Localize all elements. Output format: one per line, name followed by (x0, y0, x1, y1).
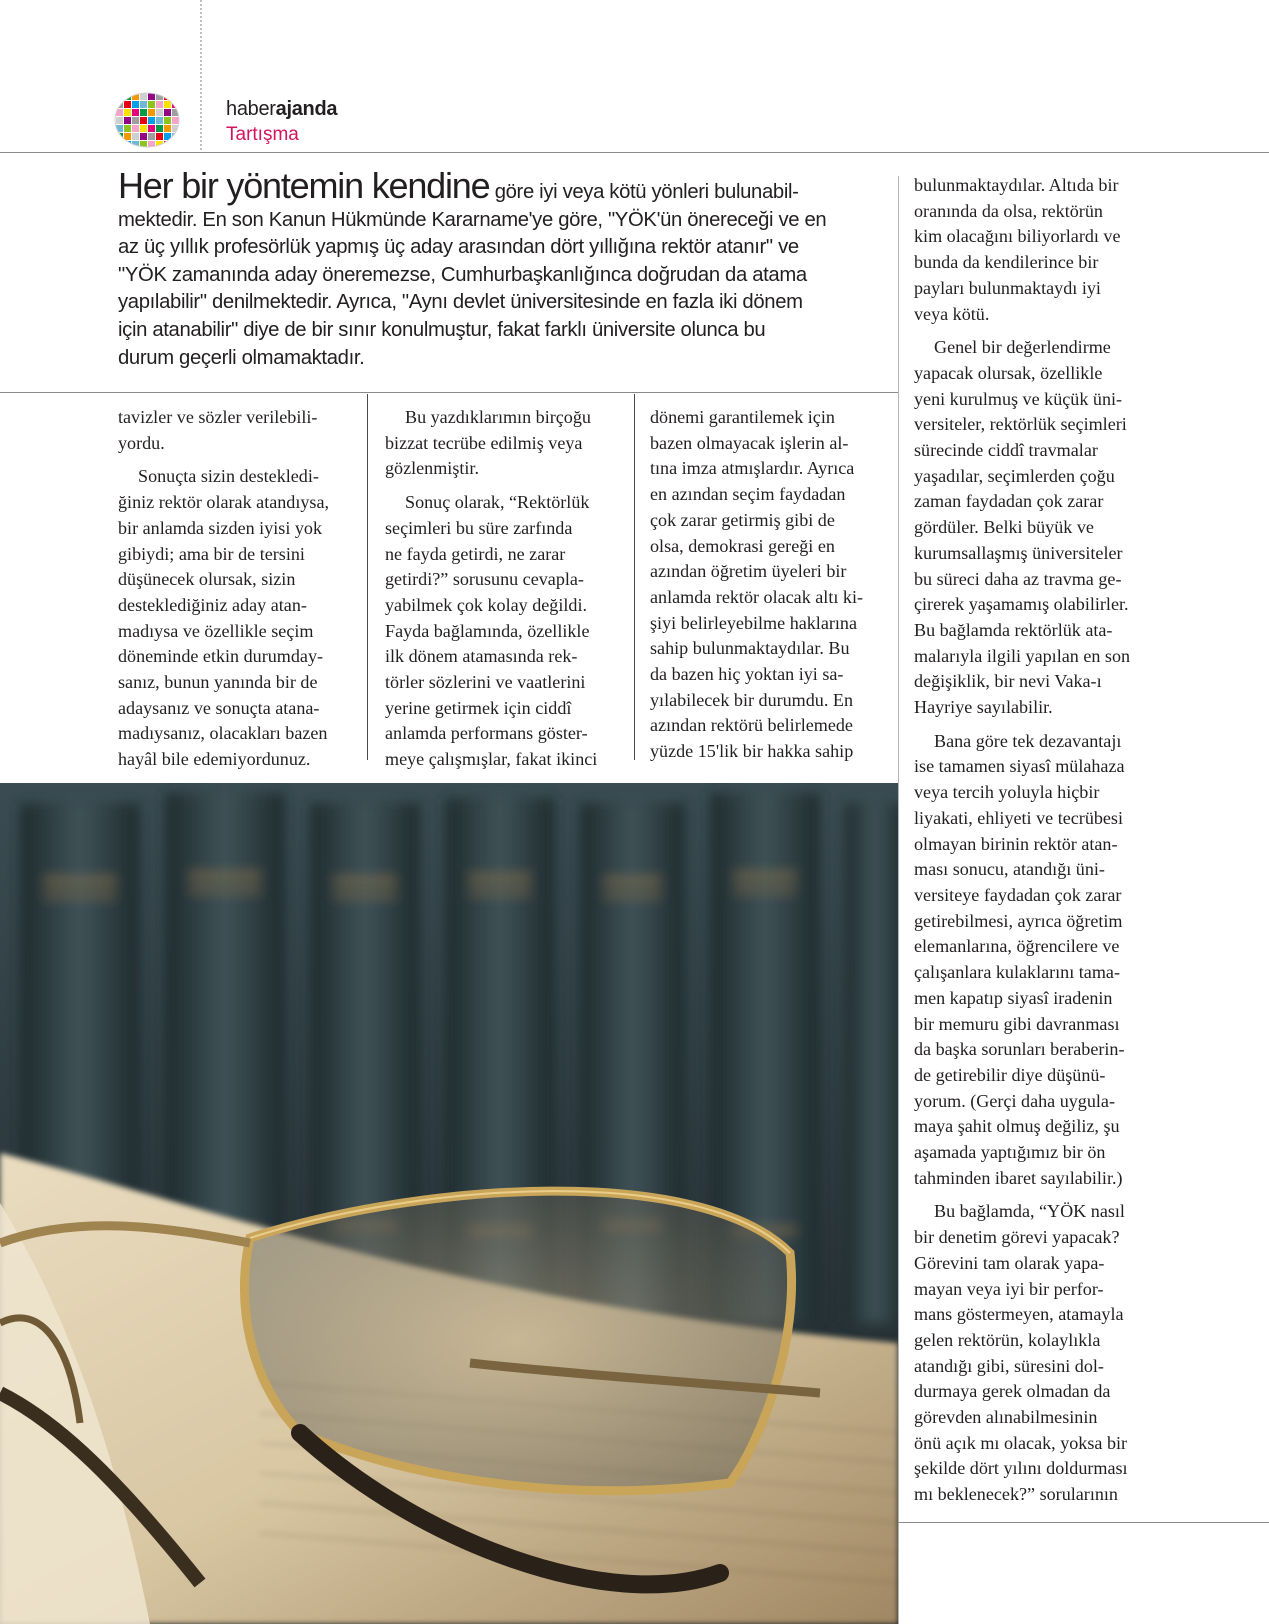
text-line: görevden alınabilmesinin (914, 1407, 1098, 1428)
lead-line: az üç yıllık profesörlük yapmış üç aday arasından dört yıllığına rektör atanır" ve (118, 236, 799, 259)
text-line: elemanlarına, öğrencilere ve (914, 936, 1120, 957)
text-line: yabilmek çok kolay değildi. (385, 594, 587, 615)
text-line: Bu bağlamda, “YÖK nasıl (934, 1201, 1125, 1222)
text-line: ise tamamen siyasî mülahaza (914, 756, 1125, 777)
text-line: kim olacağını biliyorlardı ve (914, 226, 1121, 247)
text-line: aşamada yaptığımız bir ön (914, 1142, 1106, 1163)
text-line: meye çalışmışlar, fakat ikinci (385, 749, 598, 770)
text-line: Sonuç olarak, “Rektörlük (405, 492, 590, 513)
logo-tile (148, 117, 155, 124)
logo-tile (132, 109, 139, 116)
logo-tile (148, 109, 155, 116)
text-line: bir memuru gibi davranması (914, 1013, 1120, 1034)
text-line: gördüler. Belki büyük ve (914, 517, 1094, 538)
text-line: yapacak olursak, özellikle (914, 362, 1103, 383)
lead-line: mektedir. En son Kanun Hükmünde Kararname'ye göre, "YÖK'ün önereceği ve en (118, 208, 827, 231)
text-line: sürecinde ciddî travmalar (914, 440, 1098, 461)
text-line: getirebilmesi, ayrıca öğretim (914, 910, 1123, 931)
paragraph (914, 173, 1154, 327)
text-line: yüzde 15'lik bir hakka sahip (650, 741, 854, 762)
text-line: anlamda rektör olacak altı ki- (650, 586, 864, 607)
text-line: maya şahit olmuş değiliz, şu (914, 1116, 1120, 1137)
text-line: bir denetim görevi yapacak? (914, 1227, 1120, 1248)
text-line: ğiniz rektör olarak atandıysa, (118, 492, 330, 513)
logo-tile (156, 125, 163, 132)
lead-line: için atanabilir" diye de bir sınır konulmuştur, fakat farklı üniversite olunca bu (118, 318, 766, 341)
logo-tile (172, 93, 179, 100)
text-line: zaman faydadan çok zarar (914, 491, 1104, 512)
logo-tile (148, 133, 155, 140)
text-line: olmayan birinin rektör atan- (914, 833, 1118, 854)
dotted-guide-line (200, 0, 202, 150)
text-line: madıysa ve özellikle seçim (118, 620, 314, 641)
lead-paragraph (118, 165, 888, 372)
text-line: getirdi?” sorusunu cevapla- (385, 569, 584, 590)
brand-name (226, 98, 337, 120)
text-line: ne fayda getirdi, ne zarar (385, 543, 566, 564)
text-line: kurumsallaşmış üniversiteler (914, 542, 1123, 563)
text-line: en azından seçim faydadan (650, 484, 846, 505)
text-line: da bazen hiç yoktan iyi sa- (650, 664, 844, 685)
logo-tile (116, 117, 123, 124)
logo-tile (132, 125, 139, 132)
text-line: bir anlamda sizden iyisi yok (118, 517, 323, 538)
text-line: atandığı gibi, süresini dol- (914, 1355, 1104, 1376)
text-line: veya tercih yoluyla hiçbir (914, 782, 1100, 803)
text-line: desteklediğiniz aday atan- (118, 594, 307, 615)
text-line: sanız, bunun yanında bir de (118, 672, 318, 693)
text-line: düşünecek olursak, sizin (118, 569, 296, 590)
text-line: tavizler ve sözler verilebili- (118, 407, 318, 427)
logo-tile (148, 125, 155, 132)
paragraph (118, 464, 353, 772)
text-line: Fayda bağlamında, özellikle (385, 620, 590, 641)
text-column-4 (914, 173, 1154, 1508)
text-line: bazen olmayacak işlerin al- (650, 432, 849, 453)
logo-tile (140, 117, 147, 124)
text-line: yaşadılar, seçimlerden çoğu (914, 465, 1115, 486)
paragraph (650, 405, 885, 765)
logo-tile (124, 117, 131, 124)
logo-tile (140, 109, 147, 116)
text-line: yordu. (118, 432, 165, 453)
paragraph (914, 1199, 1154, 1507)
logo-tile (124, 101, 131, 108)
text-line: versiteye faydadan çok zarar (914, 884, 1122, 905)
logo-tile (140, 101, 147, 108)
paragraph (914, 335, 1154, 721)
text-line: yorum. (Gerçi daha uygula- (914, 1090, 1115, 1111)
text-line: malarıyla ilgili yapılan en son (914, 645, 1131, 666)
text-line: yeni kurulmuş ve küçük üni- (914, 388, 1123, 409)
logo-tile (164, 125, 171, 132)
text-line: değişiklik, bir nevi Vaka-ı (914, 671, 1102, 692)
text-line: azından rektörü belirlemede (650, 715, 853, 736)
logo-tile (132, 117, 139, 124)
text-line: payları bulunmaktaydı iyi (914, 277, 1101, 298)
text-line: tına imza atmışlardır. Ayrıca (650, 458, 855, 479)
text-line: Bana göre tek dezavantajı (934, 730, 1122, 751)
brand-light: haber (226, 98, 276, 120)
text-line: da başka sorunları beraberin- (914, 1039, 1125, 1060)
logo-tile (140, 133, 147, 140)
header-divider (0, 152, 1269, 153)
text-line: liyakati, ehliyeti ve tecrübesi (914, 807, 1124, 828)
right-bottom-divider (898, 1522, 1269, 1523)
text-line: Görevini tam olarak yapa- (914, 1252, 1105, 1273)
logo-tile (124, 141, 131, 148)
paragraph (385, 405, 620, 482)
lead-divider (0, 392, 898, 393)
logo-tile (156, 101, 163, 108)
text-line: ilk dönem atamasında rek- (385, 646, 578, 667)
text-line: versiteler, rektörlük seçimleri (914, 414, 1127, 435)
text-line: törler sözlerini ve vaatlerini (385, 672, 586, 693)
text-line: bu süreci daha az travma ge- (914, 568, 1122, 589)
text-line: gelen rektörün, kolaylıkla (914, 1329, 1101, 1350)
logo-tile (164, 109, 171, 116)
text-line: olsa, demokrasi gereği en (650, 535, 835, 556)
right-column-divider (898, 176, 899, 1624)
globe-logo-icon (114, 92, 180, 148)
text-line: oranında da olsa, rektörün (914, 200, 1103, 221)
text-line: durmaya gerek olmadan da (914, 1381, 1111, 1402)
logo-tile (148, 101, 155, 108)
text-line: Sonuçta sizin destekledi- (138, 466, 319, 487)
text-line: madıysanız, olacakları bazen (118, 723, 328, 744)
logo-tile (156, 133, 163, 140)
logo-tile (132, 101, 139, 108)
lead-line: yapılabilir" denilmektedir. Ayrıca, "Aynı devlet üniversitesinde en fazla iki dönem (118, 291, 803, 314)
text-line: döneminde etkin durumday- (118, 646, 324, 667)
lead-line: "YÖK zamanında aday öneremezse, Cumhurbaşkanlığınca doğrudan da atama (118, 263, 807, 286)
text-line: çok zarar getirmiş gibi de (650, 509, 835, 530)
logo-tile (116, 93, 123, 100)
text-line: dönemi garantilemek için (650, 407, 835, 427)
column-divider-1 (367, 394, 368, 760)
logo-tile (172, 133, 179, 140)
logo-tile (156, 117, 163, 124)
text-line: Hayriye sayılabilir. (914, 697, 1053, 718)
text-line: tahminden ibaret sayılabilir.) (914, 1167, 1123, 1188)
paragraph (914, 729, 1154, 1192)
paragraph (385, 490, 620, 773)
text-line: sahip bulunmaktaydılar. Bu (650, 638, 850, 659)
text-line: çirerek yaşamamış olabilirler. (914, 594, 1129, 615)
paragraph (118, 405, 353, 456)
text-line: mans göstermeyen, atamayla (914, 1304, 1124, 1325)
logo-tile (140, 93, 147, 100)
logo-tile (140, 125, 147, 132)
text-line: önü açık mı olacak, yoksa bir (914, 1432, 1128, 1453)
text-line: yerine getirmek için ciddî (385, 697, 572, 718)
text-line: Genel bir değerlendirme (934, 337, 1111, 358)
logo-tile (124, 109, 131, 116)
lead-big-words: Her bir yöntemin kendine (118, 165, 490, 206)
section-label: Tartışma (226, 124, 299, 145)
logo-tile (164, 117, 171, 124)
text-line: hayâl bile edemiyordunuz. (118, 749, 311, 770)
text-line: azından öğretim üyeleri bir (650, 561, 847, 582)
lead-first-line: göre iyi veya kötü yönleri bulunabil- (494, 181, 799, 203)
logo-tile (132, 133, 139, 140)
text-line: veya kötü. (914, 303, 990, 324)
logo-tile (124, 133, 131, 140)
text-line: ması sonucu, atandığı üni- (914, 859, 1105, 880)
logo-tile (172, 117, 179, 124)
text-column-2 (385, 405, 620, 773)
logo-tile (172, 141, 179, 148)
lead-lines (118, 207, 888, 373)
text-line: yılabilecek bir durumdu. En (650, 689, 853, 710)
column-divider-2 (634, 394, 635, 760)
brand-bold: ajanda (275, 98, 338, 120)
text-line: gözlenmiştir. (385, 458, 479, 479)
logo-tile (164, 101, 171, 108)
text-line: adaysanız ve sonuçta atana- (118, 697, 320, 718)
logo-tile (116, 141, 123, 148)
text-line: de getirebilir diye düşünü- (914, 1064, 1106, 1085)
logo-tile (116, 101, 123, 108)
text-column-3 (650, 405, 885, 765)
text-line: anlamda performans göster- (385, 723, 588, 744)
glasses-bookshelf-photo (0, 783, 898, 1624)
logo-tile (124, 125, 131, 132)
text-line: bizzat tecrübe edilmiş veya (385, 432, 583, 453)
text-line: çalışanlara kulaklarını tama- (914, 962, 1120, 983)
text-line: şiyi belirleyebilme haklarına (650, 612, 858, 633)
text-line: men kapatıp siyasî iradenin (914, 987, 1113, 1008)
text-line: şekilde dört yılını doldurması (914, 1458, 1128, 1479)
text-line: mayan veya iyi bir perfor- (914, 1278, 1104, 1299)
text-line: mı beklenecek?” sorularının (914, 1484, 1118, 1505)
lead-line: durum geçerli olmamaktadır. (118, 346, 365, 369)
text-line: gibiydi; ama bir de tersini (118, 543, 305, 564)
logo-tile (156, 109, 163, 116)
text-line: Bu bağlamda rektörlük ata- (914, 619, 1113, 640)
text-line: seçimleri bu süre zarfında (385, 517, 573, 538)
text-line: Bu yazdıklarımın birçoğu (405, 407, 591, 427)
text-column-1 (118, 405, 353, 773)
text-line: bulunmaktaydılar. Altıda bir (914, 175, 1119, 195)
text-line: bunda da kendilerince bir (914, 252, 1099, 273)
